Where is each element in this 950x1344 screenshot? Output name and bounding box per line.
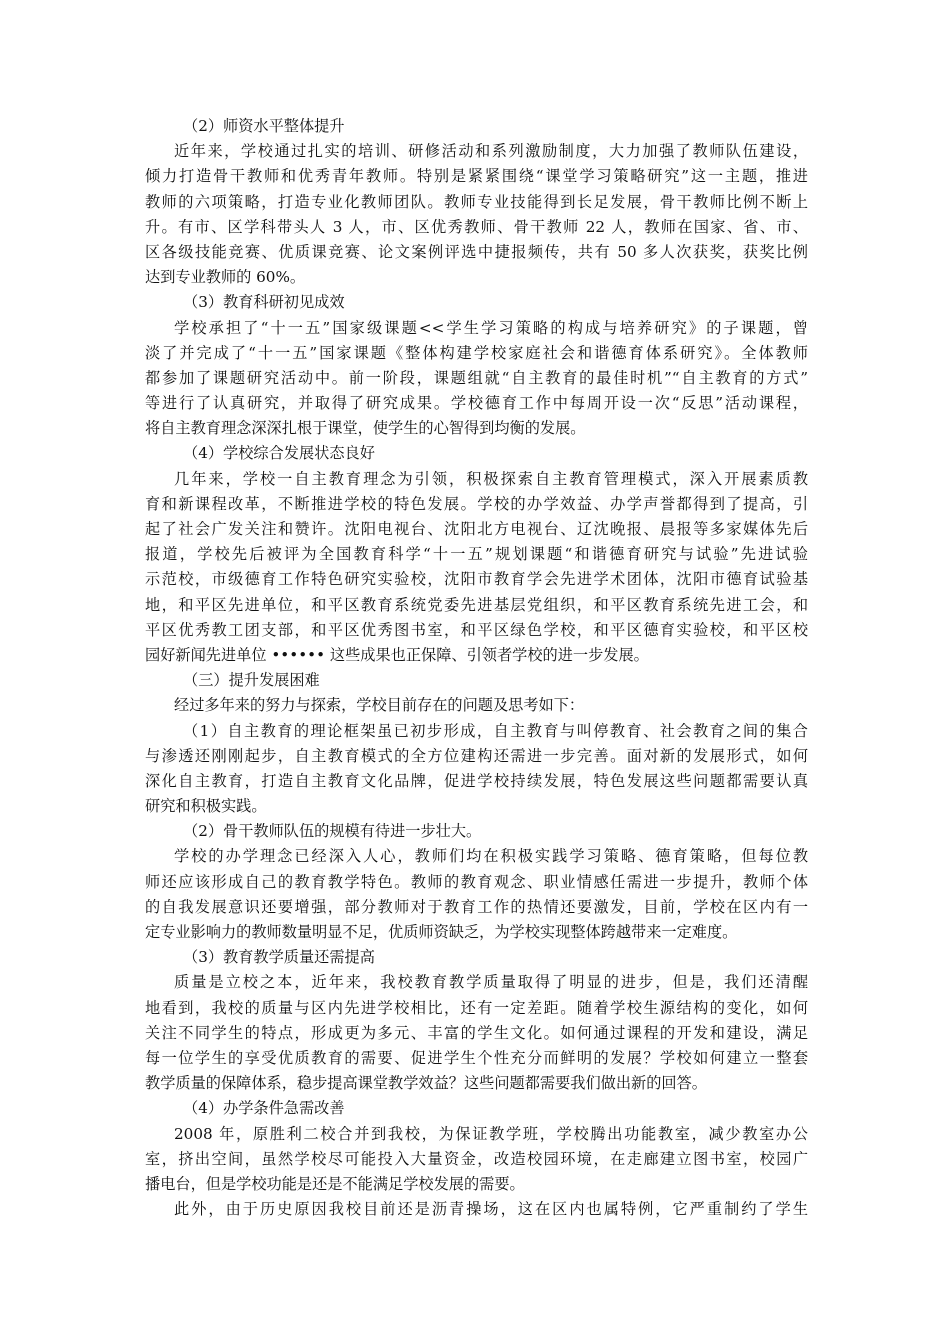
text-line: 淡了并完成了“十一五”国家课题《整体构建学校家庭社会和谐德育体系研究》。全体教师 xyxy=(145,343,808,362)
text-line: 报道，学校先后被评为全国教育科学“十一五”规划课题“和谐德育研究与试验”先进试验 xyxy=(145,545,808,564)
text-line: 质量是立校之本，近年来，我校教育教学质量取得了明显的进步，但是，我们还清醒 xyxy=(174,973,808,992)
text-line: 播电台，但是学校功能是还是不能满足学校发展的需要。 xyxy=(145,1174,525,1193)
text-line: 区各级技能竞赛、优质课竞赛、论文案例评选中捷报频传，共有 50 多人次获奖，获奖比例 xyxy=(145,242,808,261)
text-line: （3）教育科研初见成效 xyxy=(183,293,345,312)
text-line: （2）骨干教师队伍的规模有待进一步壮大。 xyxy=(183,822,482,841)
text-line: 学校的办学理念已经深入人心，教师们均在积极实践学习策略、德育策略，但每位教 xyxy=(174,847,808,866)
text-line: 室，挤出空间，虽然学校尽可能投入大量资金，改造校园环境，在走廊建立图书室，校园广 xyxy=(145,1149,808,1168)
text-line: 的自我发展意识还要增强，部分教师对于教育工作的热情还要激发，目前，学校在区内有一 xyxy=(145,897,808,916)
text-line: （4）学校综合发展状态良好 xyxy=(183,444,375,463)
text-line: 都参加了课题研究活动中。前一阶段，课题组就“自主教育的最佳时机”“自主教育的方式” xyxy=(145,368,808,387)
text-line: 定专业影响力的教师数量明显不足，优质师资缺乏，为学校实现整体跨越带来一定难度。 xyxy=(145,923,738,941)
text-line: 学校承担了“十一五”国家级课题<<学生学习策略的构成与培养研究》的子课题，曾 xyxy=(174,318,808,337)
text-line: 师还应该形成自己的教育教学特色。教师的教育观念、职业情感任需进一步提升，教师个体 xyxy=(145,872,808,891)
text-line: 与渗透还刚刚起步，自主教育模式的全方位建构还需进一步完善。面对新的发展形式，如何 xyxy=(145,746,808,765)
text-line: （1）自主教育的理论框架虽已初步形成，自主教育与叫停教育、社会教育之间的集合 xyxy=(183,721,808,740)
text-line: 2008 年，原胜利二校合并到我校，为保证教学班，学校腾出功能教室，减少教室办公 xyxy=(174,1124,808,1143)
text-line: 深化自主教育，打造自主教育文化品牌，促进学校持续发展，特色发展这些问题都需要认真 xyxy=(145,771,808,790)
text-line: 等进行了认真研究，并取得了研究成果。学校德育工作中每周开设一次“反思”活动课程， xyxy=(145,394,808,413)
text-line: （3）教育教学质量还需提高 xyxy=(183,948,375,967)
text-line: 研究和积极实践。 xyxy=(145,797,267,816)
text-line: 每一位学生的享受优质教育的需要、促进学生个性充分而鲜明的发展？学校如何建立一整套 xyxy=(145,1048,808,1067)
text-line: （2）师资水平整体提升 xyxy=(183,117,345,135)
text-line: 教学质量的保障体系，稳步提高课堂教学效益？这些问题都需要我们做出新的回答。 xyxy=(145,1074,707,1093)
text-line: 此外，由于历史原因我校目前还是沥青操场，这在区内也属特例，它严重制约了学生 xyxy=(174,1200,808,1219)
text-line: 教师的六项策略，打造专业化教师团队。教师专业技能得到长足发展，骨干教师比例不断上 xyxy=(145,192,808,211)
text-line: 育和新课程改革，不断推进学校的特色发展。学校的办学效益、办学声誉都得到了提高，引 xyxy=(145,494,808,513)
text-line: 平区优秀教工团支部，和平区优秀图书室，和平区绿色学校，和平区德育实验校，和平区校 xyxy=(145,620,808,639)
text-line: 近年来，学校通过扎实的培训、研修活动和系列激励制度，大力加强了教师队伍建设， xyxy=(174,142,808,161)
text-line: 地，和平区先进单位，和平区教育系统党委先进基层党组织，和平区教育系统先进工会，和 xyxy=(145,595,808,614)
text-line: 园好新闻先进单位 •••••• 这些成果也正保障、引领者学校的进一步发展。 xyxy=(145,645,649,664)
text-line: （4）办学条件急需改善 xyxy=(183,1099,345,1118)
text-line: 地看到，我校的质量与区内先进学校相比，还有一定差距。随着学校生源结构的变化，如何 xyxy=(145,998,808,1017)
text-line: 关注不同学生的特点，形成更为多元、丰富的学生文化。如何通过课程的开发和建设，满足 xyxy=(145,1023,808,1042)
text-line: 经过多年来的努力与探索，学校目前存在的问题及思考如下： xyxy=(174,696,585,715)
text-line: 示范校，市级德育工作特色研究实验校，沈阳市教育学会先进学术团体，沈阳市德育试验基 xyxy=(145,570,808,589)
document-page xyxy=(145,114,808,1222)
text-line: 几年来，学校一自主教育理念为引领，积极探索自主教育管理模式，深入开展素质教 xyxy=(174,469,808,488)
text-line: 将自主教育理念深深扎根于课堂，使学生的心智得到均衡的发展。 xyxy=(145,419,586,438)
text-line: 达到专业教师的 60%。 xyxy=(145,268,306,287)
text-line: 升。有市、区学科带头人 3 人，市、区优秀教师、骨干教师 22 人，教师在国家、省、市、 xyxy=(145,217,808,236)
text-line: 倾力打造骨干教师和优秀青年教师。特别是紧紧围绕“课堂学习策略研究”这一主题，推进 xyxy=(145,167,808,186)
text-line: （三）提升发展困难 xyxy=(183,671,320,690)
text-line: 起了社会广发关注和赞许。沈阳电视台、沈阳北方电视台、辽沈晚报、晨报等多家媒体先后 xyxy=(145,520,808,538)
